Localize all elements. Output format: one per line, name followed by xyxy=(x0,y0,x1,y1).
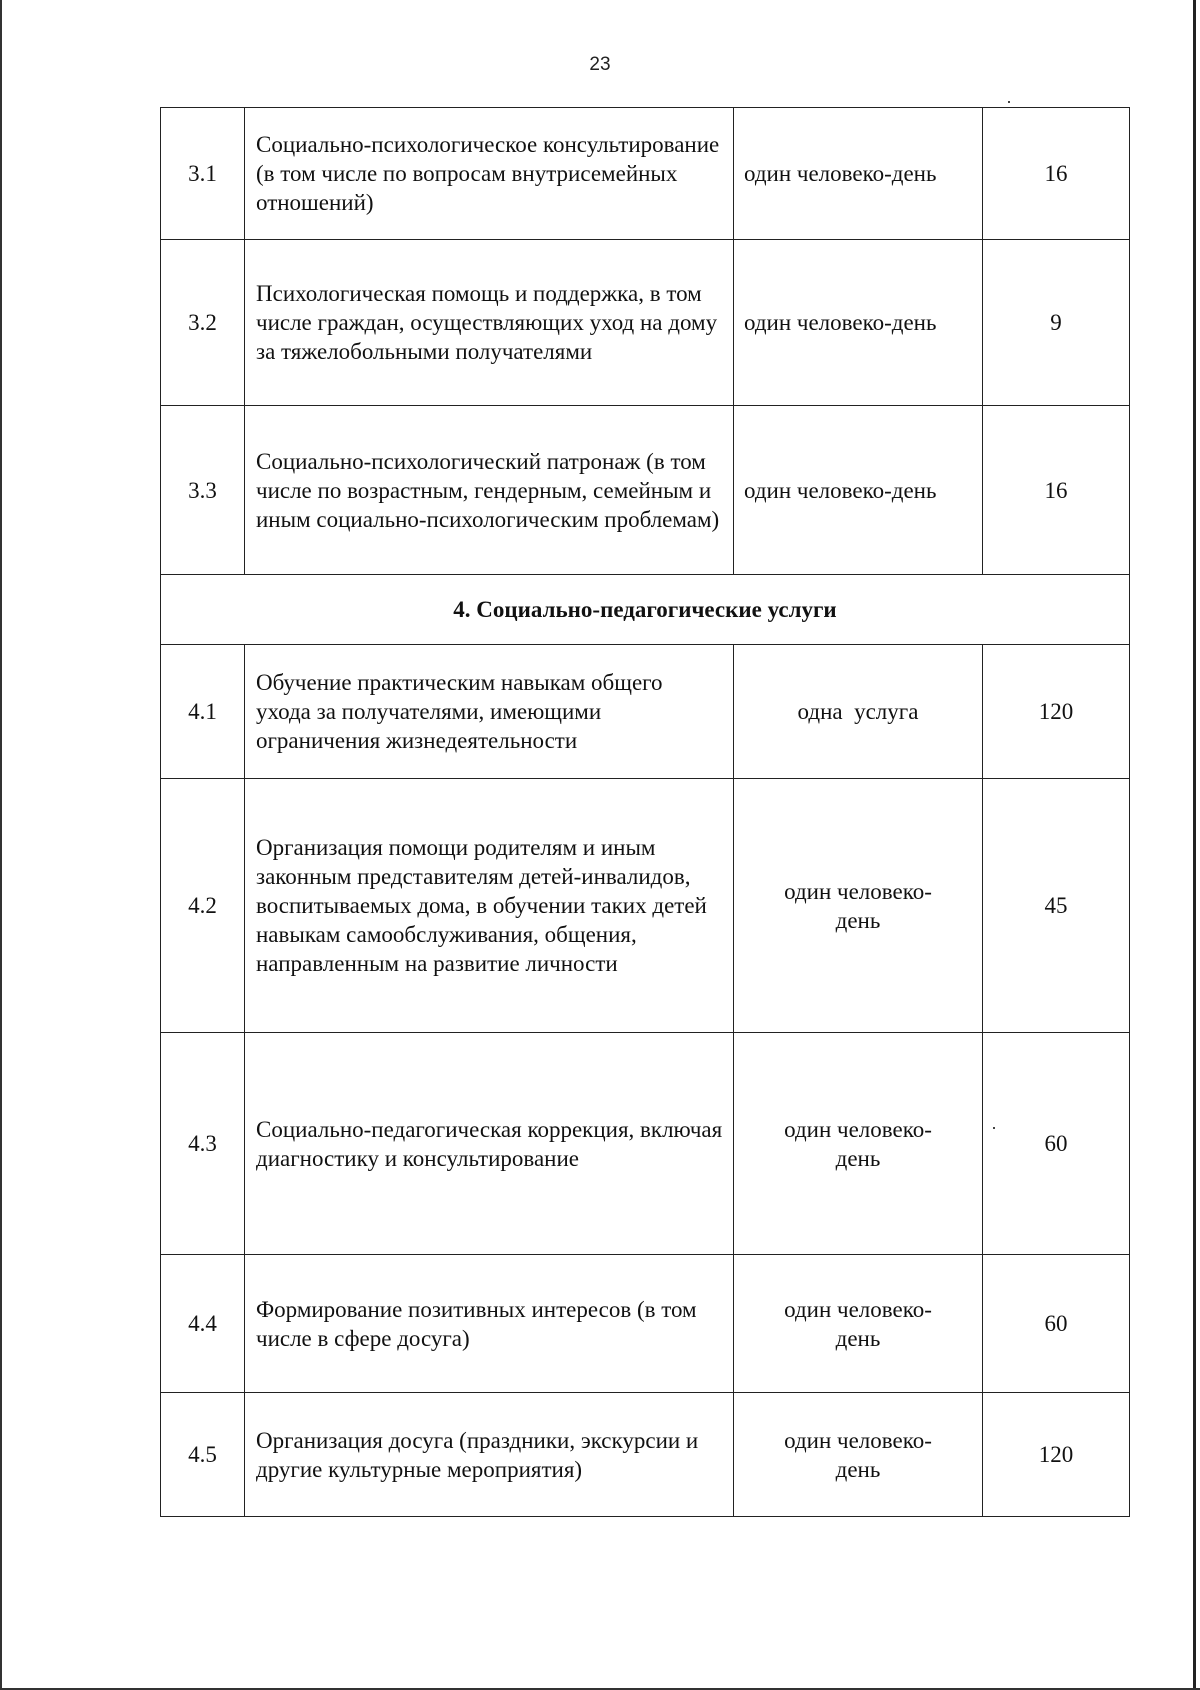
row-number: 3.2 xyxy=(161,240,245,406)
page-number: 23 xyxy=(589,54,611,75)
norm-value: 120 xyxy=(983,645,1130,779)
table-row xyxy=(161,645,1130,779)
row-number: 4.1 xyxy=(161,645,245,779)
row-number: 4.3 xyxy=(161,1033,245,1255)
service-name: Социально-психологический патронаж (в том числе по возрастным, гендерным, семейным и иным социально-психологическим проблемам) xyxy=(245,406,734,575)
unit-of-measure: один человеко-день xyxy=(734,779,983,1033)
unit-of-measure: один человеко-день xyxy=(734,406,983,575)
norm-value: 120 xyxy=(983,1393,1130,1517)
norm-value: 60 xyxy=(983,1255,1130,1393)
scan-edge-right xyxy=(1193,0,1196,1690)
unit-of-measure: один человеко-день xyxy=(734,1033,983,1255)
table-row xyxy=(161,1393,1130,1517)
unit-of-measure: один человеко-день xyxy=(734,1393,983,1517)
section-row xyxy=(161,575,1130,645)
norm-value: 16 xyxy=(983,108,1130,240)
unit-of-measure: один человеко-день xyxy=(734,1255,983,1393)
norm-value: 16 xyxy=(983,406,1130,575)
table-row xyxy=(161,1033,1130,1255)
table-row xyxy=(161,108,1130,240)
norm-value: 60 xyxy=(983,1033,1130,1255)
row-number: 4.2 xyxy=(161,779,245,1033)
table-row xyxy=(161,406,1130,575)
services-table xyxy=(160,107,1130,1517)
service-name: Социально-педагогическая коррекция, включая диагностику и консультирование xyxy=(245,1033,734,1255)
norm-value: 9 xyxy=(983,240,1130,406)
row-number: 4.5 xyxy=(161,1393,245,1517)
service-name: Организация помощи родителям и иным законным представителям детей-инвалидов, воспитываемых дома, в обучении таких детей навыкам самообслуживания, общения, направленным на развитие личности xyxy=(245,779,734,1033)
section-title: 4. Социально-педагогические услуги xyxy=(161,575,1130,645)
row-number: 3.3 xyxy=(161,406,245,575)
unit-of-measure: один человеко-день xyxy=(734,108,983,240)
service-name: Организация досуга (праздники, экскурсии и другие культурные мероприятия) xyxy=(245,1393,734,1517)
service-name: Психологическая помощь и поддержка, в том числе граждан, осуществляющих уход на дому за тяжелобольными получателями xyxy=(245,240,734,406)
scan-speck xyxy=(1008,101,1010,103)
service-name: Формирование позитивных интересов (в том числе в сфере досуга) xyxy=(245,1255,734,1393)
service-name: Обучение практическим навыкам общего ухода за получателями, имеющими ограничения жизнедеятельности xyxy=(245,645,734,779)
row-number: 4.4 xyxy=(161,1255,245,1393)
row-number: 3.1 xyxy=(161,108,245,240)
table-row xyxy=(161,1255,1130,1393)
norm-value: 45 xyxy=(983,779,1130,1033)
table-row xyxy=(161,779,1130,1033)
table-row xyxy=(161,240,1130,406)
scan-edge-left xyxy=(0,0,2,1690)
service-name: Социально-психологическое консультирование (в том числе по вопросам внутрисемейных отношений) xyxy=(245,108,734,240)
unit-of-measure: одна услуга xyxy=(734,645,983,779)
unit-of-measure: один человеко-день xyxy=(734,240,983,406)
